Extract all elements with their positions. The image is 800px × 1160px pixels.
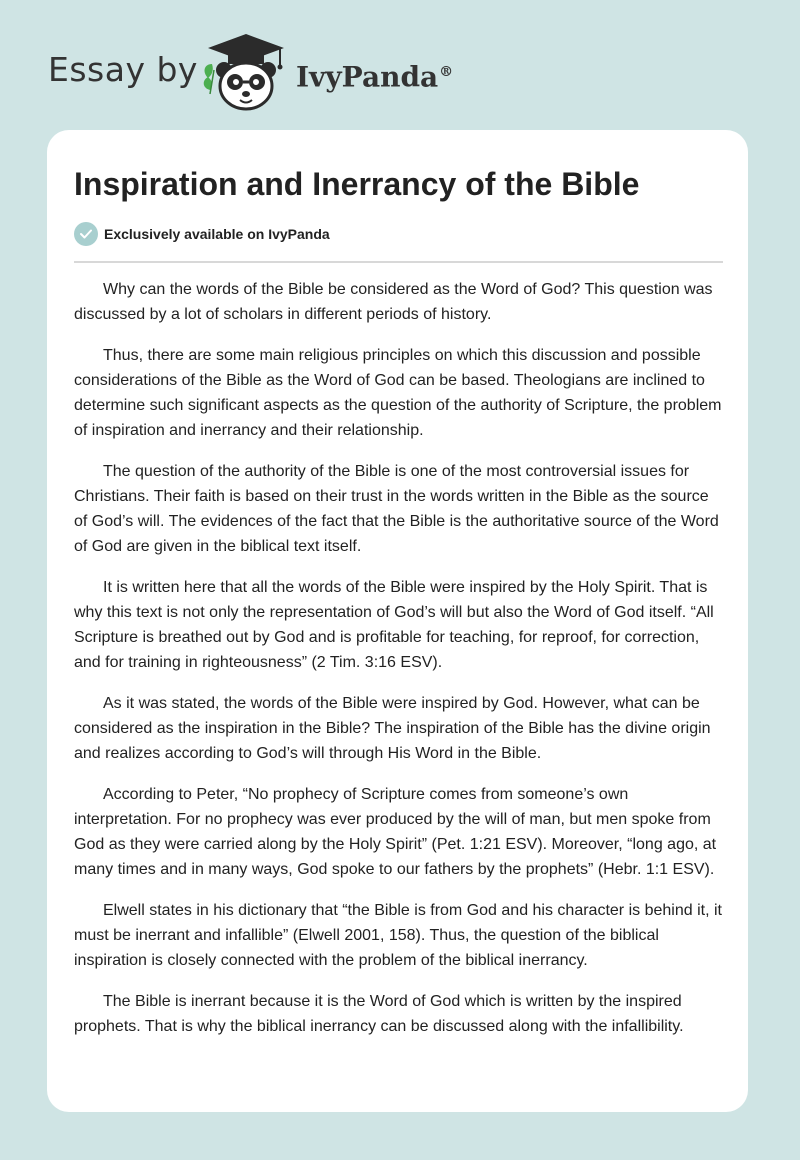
site-header	[0, 0, 800, 130]
article-body	[74, 277, 724, 1055]
paragraph: The Bible is inerrant because it is the Word of God which is written by the inspired prophets. That is why the biblical inerrancy can be discussed along with the infallibility.	[74, 993, 684, 1035]
paragraph: Why can the words of the Bible be considered as the Word of God? This question was discussed by a lot of scholars in different periods of history.	[74, 281, 713, 323]
divider	[74, 261, 723, 263]
paragraph: The question of the authority of the Bible is one of the most controversial issues for Christians. Their faith is based on their trust in the words written in the Bible as the source of God’s will. The evidences of the fact that the Bible is the authoritative source of the Word of God are given in the biblical text itself.	[74, 463, 719, 555]
page-title: Inspiration and Inerrancy of the Bible	[74, 166, 640, 202]
brand-logo[interactable]	[296, 52, 453, 97]
check-icon	[74, 222, 98, 246]
paragraph: It is written here that all the words of the Bible were inspired by the Holy Spirit. That is why this text is not only the representation of God’s will but also the Word of God itself. “All Scripture is breathed out by God and is profitable for teaching, for reproof, for correction, and for training in righteousness” (2 Tim. 3:16 ESV).	[74, 579, 714, 671]
paragraph: Elwell states in his dictionary that “the Bible is from God and his character is behind it, it must be inerrant and infallible” (Elwell 2001, 158). Thus, the question of the biblical inspiration is closely connected with the problem of the biblical inerrancy.	[74, 902, 722, 969]
paragraph: According to Peter, “No prophecy of Scripture comes from someone’s own interpretation. For no prophecy was ever produced by the will of man, but men spoke from God as they were carried along by the Holy Spirit” (Pet. 1:21 ESV). Moreover, “long ago, at many times and in many ways, God spoke to our fathers by the prophets” (Hebr. 1:1 ESV).	[74, 786, 717, 878]
paragraph: Thus, there are some main religious principles on which this discussion and possible considerations of the Bible as the Word of God can be based. Theologians are inclined to determine such significant aspects as the question of the authority of Scripture, the problem of inspiration and inerrancy and their relationship.	[74, 347, 722, 439]
registered-mark: ®	[439, 64, 454, 80]
panda-graduate-icon[interactable]	[200, 32, 292, 112]
essay-by-label: Essay by	[48, 50, 198, 89]
brand-name: IvyPanda	[296, 60, 439, 94]
article-card	[47, 130, 748, 1112]
exclusive-badge-text: Exclusively available on IvyPanda	[104, 226, 330, 242]
exclusive-badge	[74, 222, 330, 246]
paragraph: As it was stated, the words of the Bible were inspired by God. However, what can be considered as the inspiration in the Bible? The inspiration of the Bible has the divine origin and realizes according to God’s will through His Word in the Bible.	[74, 695, 711, 762]
